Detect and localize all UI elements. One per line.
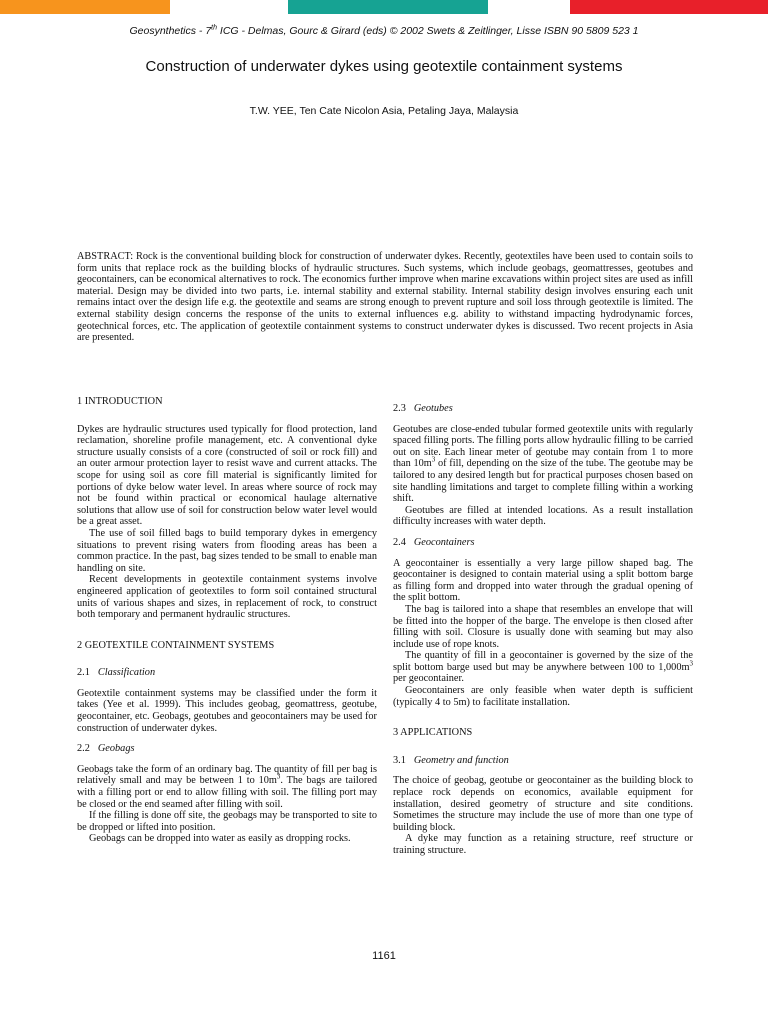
paragraph: The quantity of fill in a geocontainer is governed by the size of the split bottom barge used but may be anywhere between 100 to $1,000m^3$ per geocontainer. (393, 650, 693, 685)
paragraph: The choice of geobag, geotube or geocontainer as the building block to replace rock depends on economics, available equipment for installation, desired geometry of structure and site conditions. Sometimes the structure may include the use of more than one type of building block. (393, 775, 693, 833)
page-number: 1161 (372, 950, 396, 962)
paragraph: Geobags can be dropped into water as easily as dropping rocks. (89, 833, 351, 845)
section-heading-applications: 3 APPLICATIONS (393, 727, 473, 739)
subsection-heading-geotubes: 2.3 Geotubes (393, 403, 453, 414)
paragraph: A dyke may function as a retaining structure, reef structure or training structure. (393, 833, 693, 856)
left-column (77, 396, 377, 845)
citation-header: Geosynthetics - 7th ICG - Delmas, Gourc & Girard (eds) © 2002 Swets & Zeitlinger, Lisse ISBN 90 5809 523 1 (129, 24, 639, 37)
paragraph: Geotextile containment systems may be classified under the form it takes (Yee et al. 1999). This includes geobag, geomattress, geotube, geocontainer, etc. Geobags, geotubes and geocontainers may be used for construction of underwater dykes. (77, 687, 377, 734)
paragraph: Dykes are hydraulic structures used typically for flood protection, land reclamation, shoreline profile management, etc. A conventional dyke structure usually consists of a core (constructed of soil or rock fill) and an outer armour protection layer to resist wave and current attacks. The scope for using soil as core fill material is significantly limited for portions of dyke below water level. In areas where source of rock may not be found within practical or economical haulage alternative solutions that allow use of soil for construction below water level would be a great asset. (77, 423, 377, 528)
paragraph: Geotubes are filled at intended locations. As a result installation difficulty increases with water depth. (393, 504, 693, 528)
paragraph: Geobags take the form of an ordinary bag. The quantity of fill per bag is relatively small and may be between 1 to $10m^3$. The bags are tailored with a filling port or end to allow filling with soil. The filling port may be closed or the end seamed after filling with soil. (77, 763, 377, 810)
subsection-heading-classification: 2.1 Classification (77, 667, 156, 679)
paragraph: The bag is tailored into a shape that resembles an envelope that will be fitted into the hopper of the barge. The envelope is then closed after filling with soil. Closure is usually done with seaming but may also include use of rope knots. (393, 603, 693, 650)
author-line: T.W. YEE, Ten Cate Nicolon Asia, Petaling Jaya, Malaysia (249, 105, 519, 117)
paragraph: If the filling is done off site, the geobags may be transported to site to be dropped or lifted into position. (77, 810, 377, 833)
paragraph: The use of soil filled bags to build temporary dykes in emergency situations to prevent rising waters from flooding areas has been a common practice. In the past, bag sizes tended to be small to enable man handling on site. (77, 527, 377, 574)
subsection-heading-geometry-function: 3.1 Geometry and function (393, 754, 509, 766)
subsection-heading-geocontainers: 2.4 Geocontainers (393, 536, 475, 548)
subsection-heading-geobags: 2.2 Geobags (77, 743, 135, 755)
paragraph: Recent developments in geotextile containment systems involve engineered application of geotextiles to form soil contained structural units of various shapes and sizes, in replacement of rock, to construct both temporary and permanent hydraulic structures. (77, 574, 377, 621)
abstract: ABSTRACT: Rock is the conventional building block for construction of underwater dykes. Recently, geotextiles have been used to contain soils to form units that replace rock as the building blocks of hydraulic structures. Such systems, which include geobags, geomattresses, geotubes and geocontainers, can be economical alternatives to rock. The economics further improve when marine excavations within project sites are used as infill material. Design may be divided into two parts, i.e. internal stability and external stability. Internal stability design involves ensuring each unit remains intact over the design life e.g. the geotextile and seams are strong enough to prevent rupture and soil loss through geotextile is limited. The external stability design concerns the response of the units to external influences e.g. ability to withstand impacting hydrodynamic forces, geotechnical forces, etc. The application of geotextile containment systems to construct underwater dykes is discussed. Two recent projects in Asia are presented. (77, 251, 693, 344)
right-column (393, 403, 693, 857)
paper-title: Construction of underwater dykes using geotextile containment systems (145, 58, 623, 75)
header-bar-teal (288, 0, 488, 14)
paragraph: Geocontainers are only feasible when water depth is sufficient (typically 4 to 5m) to facilitate installation. (393, 685, 693, 708)
paragraph: A geocontainer is essentially a very large pillow shaped bag. The geocontainer is designed to contain material using a split bottom barge as filling form and dropped into water through the gradual opening of the split bottom. (393, 557, 693, 604)
section-heading-containment-systems: 2 GEOTEXTILE CONTAINMENT SYSTEMS (77, 639, 275, 651)
header-bar-red (570, 0, 768, 14)
header-bar-orange (0, 0, 170, 14)
section-heading-introduction: 1 INTRODUCTION (77, 396, 163, 407)
paragraph: Geotubes are close-ended tubular formed geotextile units with regularly spaced filling ports. The filling ports allow hydraulic filling to be carried out on site. Each linear meter of geotube may contain from 1 to more than $10m^3$ of fill, depending on the size of the tube. The geotube may be tailored to any desired length but for practical purposes chosen based on site handling limitations and target to complete filling within a working shift. (393, 423, 693, 505)
